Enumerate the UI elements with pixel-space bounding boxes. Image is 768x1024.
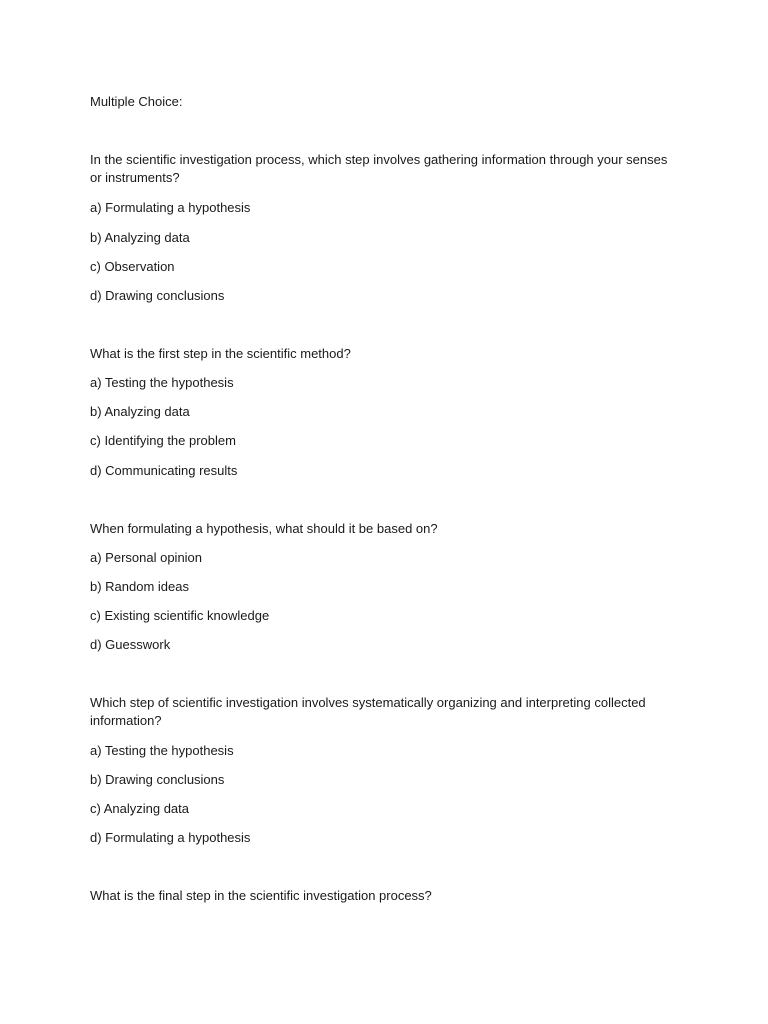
answer-option: b) Analyzing data — [90, 404, 190, 419]
question-prompt: In the scientific investigation process, which step involves gathering information through your senses or instruments? — [90, 152, 668, 185]
question-prompt: When formulating a hypothesis, what should it be based on? — [90, 521, 438, 536]
section-heading: Multiple Choice: — [90, 94, 183, 109]
answer-option: a) Personal opinion — [90, 550, 203, 565]
question-prompt: What is the first step in the scientific method? — [90, 346, 351, 361]
answer-option: b) Random ideas — [90, 579, 189, 594]
answer-option: c) Identifying the problem — [90, 433, 236, 448]
answer-option: d) Formulating a hypothesis — [90, 830, 251, 845]
answer-option: c) Observation — [90, 259, 175, 274]
answer-option: d) Guesswork — [90, 637, 171, 652]
answer-option: a) Testing the hypothesis — [90, 743, 234, 758]
answer-option: d) Drawing conclusions — [90, 288, 225, 303]
answer-option: b) Analyzing data — [90, 230, 190, 245]
answer-option: c) Existing scientific knowledge — [90, 608, 270, 623]
answer-option: b) Drawing conclusions — [90, 772, 225, 787]
question-prompt: Which step of scientific investigation involves systematically organizing and interpreting collected information? — [90, 695, 646, 728]
question-prompt: What is the final step in the scientific investigation process? — [90, 888, 432, 903]
answer-option: a) Formulating a hypothesis — [90, 200, 251, 215]
answer-option: d) Communicating results — [90, 463, 238, 478]
answer-option: a) Testing the hypothesis — [90, 375, 234, 390]
answer-option: c) Analyzing data — [90, 801, 190, 816]
